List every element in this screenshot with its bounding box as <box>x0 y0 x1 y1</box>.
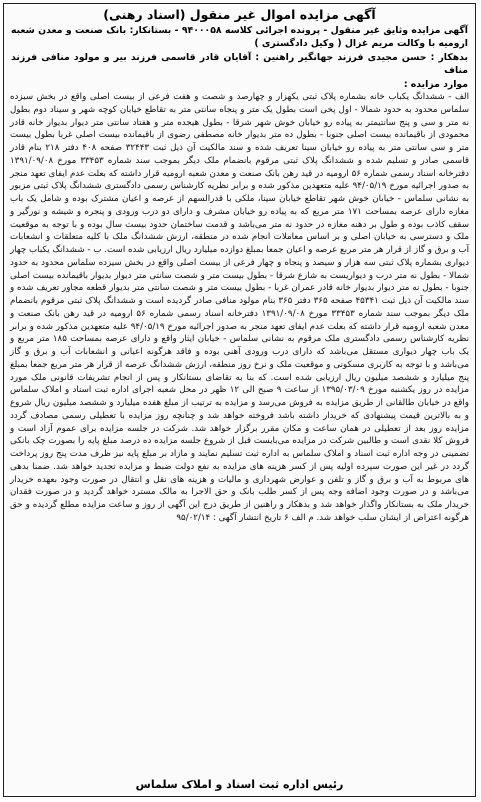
notice-title: آگهی مزایده اموال غیر منقول (اسناد رهنی) <box>103 7 376 22</box>
notice-parties-line: بدهکار : حسن مجیدی فرزند جهانگیر راهنین : آقایان قادر قاسمی فرزند بیر و مولود منافی فرزند مناف <box>11 52 468 76</box>
notice-items-label: موارد مزایده : <box>403 79 468 90</box>
auction-notice <box>3 3 476 797</box>
notice-signature: رئیس اداره ثبت اسناد و املاک سلماس <box>135 778 344 791</box>
notice-body-text: الف - ششدانگ یکباب خانه بشماره پلاک ثبتی یکهزار و چهارصد و شصت و هفت فرعی از بیست اصلی واقع در بخش سیزده سلماس محدود به حدود شمالا - اول پخی است بطول یک متر و پنجاه سانتی متر به تقاطع خیابان کوچه شهر و سیناد دوم بطول نه متر و سی و پنج سانتیمتر به پیاده رو خیابان خوش شهر شرقا - بطول هیجده متر و هفتاد سانتی متر دیوار بدیوار خانه قادر محمودی از باقیمانده بیست اصلی جنوبا - بطول ده متر بدیوار خانه مصطفی رضوی از باقیمانده بیست اصلی غربا بطول بیست متر و سی سانتی متر به پیاده رو خیابان سینا تعریف شده و سند مالکیت آن ذیل ثبت ۳۲۴۴۳ صفحه ۴۰۸ دفتر ۲۱۸ بنام قادر قاسمی صادر و تسلیم شده و ششدانگ پلاک ثبتی مرقوم بانضمام ملک دیگر بموجب سند شماره ۳۳۴۵۳ مورخ ۱۳۹۱/۰۹/۰۸ دفترخانه اسناد رسمی شماره ۵۶ ارومیه در قید رهن بانک صنعت و معدن شعبه ارومیه قرار داشته که بعلت عدم ایفای تعهد منجر به صدور اجرائیه مورخ ۹۴/۰۵/۱۹ علیه متعهدین مذکور شده و برابر نظریه کارشناس رسمی دادگستری ششدانگ پلاک ثبتی مزبور به نشانی سلماس - خیابان خوش شهر تقاطع خیابان سینا، ملکی با قدرالسهم از عرصه و اعیان مشترک بوده و شامل یک باب مغازه دارای عرصه بمساحت ۱۷۱ متر مربع که به پیاده رو خیابان مشرف و دارای دو درب ورودی و پنجره و شیشه و نورگیر و سقف کاذب بوده و طول بر دهنه مغازه در حدود نه متر می‌باشد و قدمت ساختمان حدود بیست سال بوده و با توجه به موقعیت ملک و دسترسی به خیابان اصلی و بر اساس معاملات انجام شده در منطقه، ارزش ششدانگ ملک با کلیه متعلقات و انشعابات آب و برق و گاز از قرار هر متر مربع عرصه و اعیان جمعا بمبلغ دوازده میلیارد ریال ارزیابی شده است. ب - ششدانگ یکباب چهار دیواری بشماره پلاک ثبتی سه هزار و سیصد و پنجاه و چهار فرعی از بیست اصلی واقع در بخش سیزده سلماس محدود به حدود شمالا - بطول نه متر درب و دیواریست به شارع شرقا - بطول بیست متر و شصت سانتی متر دیوار بدیوار باقیمانده بیست اصلی جنوبا - بطول نه متر دیوار بدیوار خانه قادر عمران غربا - بطول بیست متر و شصت سانتی متر بدیوار قطعه مجاور تعریف شده و سند مالکیت آن ذیل ثبت ۴۵۳۴۱ صفحه ۳۶۵ دفتر ۳۶۵ بنام مولود منافی صادر گردیده است و ششدانگ پلاک ثبتی مرقوم بانضمام ملک دیگر بموجب سند شماره ۳۳۴۵۳ مورخ ۱۳۹۱/۰۹/۰۸ دفترخانه اسناد رسمی شماره ۵۶ ارومیه در قید رهن بانک صنعت و معدن شعبه ارومیه قرار داشته که بعلت عدم ایفای تعهد منجر به صدور اجرائیه مورخ ۹۴/۰۵/۱۹ علیه متعهدین مذکور شده و برابر نظریه کارشناس رسمی دادگستری ملک مرقوم به نشانی سلماس - خیابان ایثار واقع و دارای عرصه بمساحت ۱۸۵ متر مربع و یک باب چهار دیواری مستقل می‌باشد که دارای درب ورودی آهنی بوده و فاقد هرگونه اعیانی و انشعابات آب و برق و گاز می‌باشد و با توجه به کاربری مسکونی و موقعیت ملک و نرخ روز منطقه، ارزش ششدانگ عرصه از قرار هر متر مربع جمعا بمبلغ پنج میلیارد و ششصد میلیون ریال ارزیابی شده است. که بنا به تقاضای بستانکار و پس از انجام تشریفات قانونی ملک مورد مزایده در روز یکشنبه مورخ ۱۳۹۵/۰۳/۰۹ از ساعت ۹ صبح الی ۱۲ ظهر در محل شعبه اجرای اداره ثبت اسناد و املاک سلماس واقع در خیابان طالقانی از طریق مزایده به فروش می‌رسد و مزایده به ترتیب از مبلغ هفده میلیارد و ششصد میلیون ریال شروع و به بالاترین قیمت پیشنهادی که خریدار داشته باشد فروخته خواهد شد و چنانچه روز مزایده با تعطیلی رسمی مصادف گردد مزایده روز بعد از تعطیلی در همان ساعت و مکان مقرر برگزار خواهد شد. شرکت در جلسه مزایده برای عموم آزاد است و فروش کلا نقدی است و طالبین شرکت در مزایده می‌بایست قبل از شروع جلسه مزایده ده درصد مبلغ پایه را بصورت چک بانکی تضمینی در وجه اداره ثبت اسناد و املاک سلماس به اداره ثبت تسلیم نمایند و مازاد بر مبلغ پایه نیز ظرف مدت پنج روز پرداخت گردد در غیر این صورت سپرده اولیه پس از کسر هزینه های مزایده به نفع دولت ضبط و مزایده تجدید خواهد شد. ضمنا بدهی های مربوط به آب و برق و گاز و تلفن و عوارض شهرداری و مالیات و هزینه های نقل و انتقال در صورت وجود بعهده خریدار می‌باشد و در صورت وجود اضافه وجه پس از کسر طلب بانک و حق الاجرا به مالک مسترد خواهد گردید و در صورت فقدان خریدار ملک به بستانکار واگذار خواهد شد و بدهکار و راهنین از طریق درج این آگهی از روز و ساعت مزایده مطلع گردیده و حق هرگونه اعتراض از ایشان سلب خواهد شد. م الف ۶ تاریخ انتشار آگهی : ۹۵/۰۲/۱۴ <box>10 92 470 523</box>
notice-heading-line: آگهی مزایده وثایق غیر منقول - پرونده اجرائی کلاسه ۹۴۰۰۰۵۸ - بستانکار: بانک صنعت و معدن شعبه ارومیه با وکالت مریم غزال ( وکیل دادگستری ) <box>11 25 468 49</box>
